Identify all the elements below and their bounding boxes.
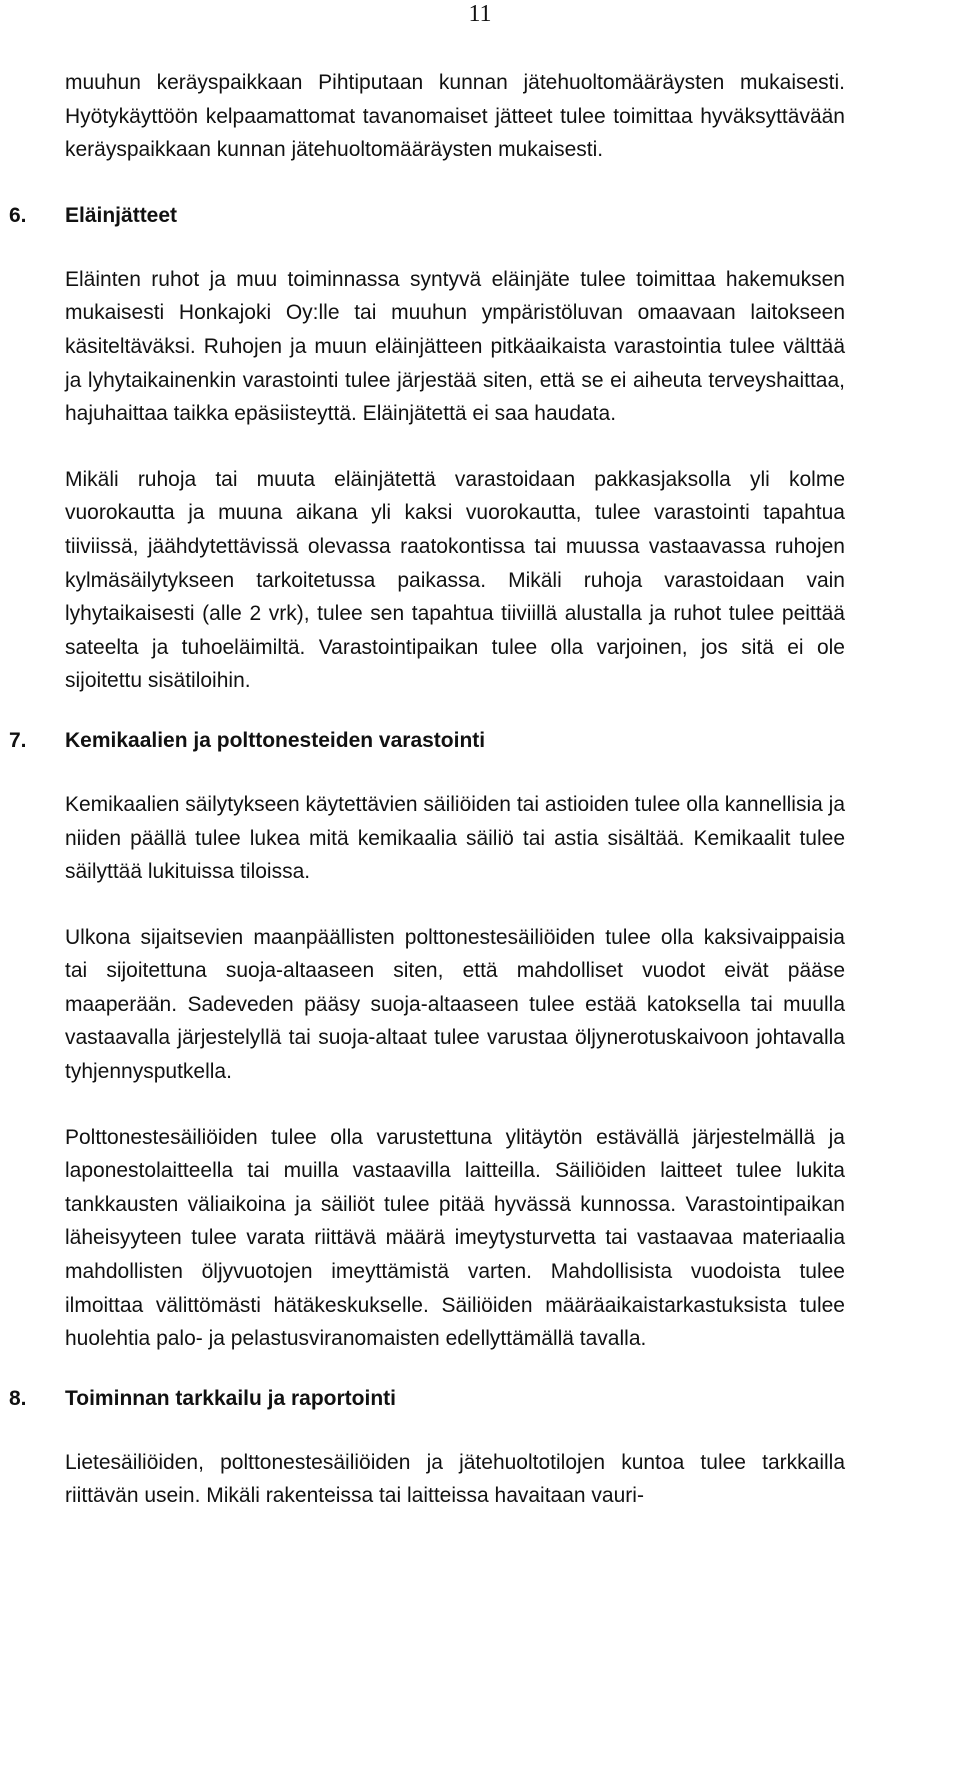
section-number: 8. [9, 1386, 27, 1410]
section-heading-7 [9, 724, 845, 758]
page-number: 11 [468, 1, 492, 27]
body-paragraph: Polttonestesäiliöiden tulee olla varustettuna ylitäytön estävällä järjestelmällä ja laponestolaitteella tai muilla vastaavilla laitteilla. Säiliöiden laitteet tulee lukita tankkausten väliaikoina ja säiliöt tulee pitää hyvässä kunnossa. Varastointipaikan läheisyyteen tulee varata riittävä määrä imeytysturvetta tai vastaavaa materiaalia mahdollisten öljyvuotojen imeyttämistä varten. Mahdollisista vuodoista tulee ilmoittaa välittömästi hätäkeskukselle. Säiliöiden määräaikaistarkastuksista tulee huolehtia palo- ja pelastusviranomaisten edellyttämällä tavalla. [65, 1125, 845, 1351]
body-paragraph: Lietesäiliöiden, polttonestesäiliöiden ja jätehuoltotilojen kuntoa tulee tarkkailla riittävän usein. Mikäli rakenteissa tai laitteissa havaitaan vauri- [65, 1450, 845, 1508]
body-paragraph: Eläinten ruhot ja muu toiminnassa syntyvä eläinjäte tulee toimittaa hakemuksen mukaisesti Honkajoki Oy:lle tai muuhun ympäristöluvan omaavaan laitokseen käsiteltäväksi. Ruhojen ja muun eläinjätteen pitkäaikaista varastointia tulee välttää ja lyhytaikainenkin varastointi tulee järjestää siten, että se ei aiheuta terveyshaittaa, hajuhaittaa taikka epäsiisteyttä. Eläinjätettä ei saa haudata. [65, 267, 845, 426]
document-body [9, 66, 845, 1513]
section-number: 7. [9, 728, 27, 752]
body-paragraph: Ulkona sijaitsevien maanpäällisten polttonestesäiliöiden tulee olla kaksivaippaisia tai sijoitettuna suoja-altaaseen siten, että mahdolliset vuodot eivät pääse maaperään. Sadeveden pääsy suoja-altaaseen tulee estää katoksella tai muulla vastaavalla järjestelyllä tai suoja-altaat tulee varustaa öljynerotuskaivoon johtavalla tyhjennysputkella. [65, 925, 845, 1084]
section-number: 6. [9, 203, 27, 227]
section-title: Eläinjätteet [65, 203, 178, 227]
section-title: Kemikaalien ja polttonesteiden varastointi [65, 728, 486, 752]
section-heading-6 [9, 199, 845, 233]
intro-paragraph: muuhun keräyspaikkaan Pihtiputaan kunnan jätehuoltomääräysten mukaisesti. Hyötykäyttöön kelpaamattomat tavanomaiset jätteet tulee toimittaa hyväksyttävään keräyspaikkaan kunnan jätehuoltomääräysten mukaisesti. [65, 71, 845, 162]
section-heading-8 [9, 1382, 845, 1416]
body-paragraph: Kemikaalien säilytykseen käytettävien säiliöiden tai astioiden tulee olla kannellisia ja niiden päällä tulee lukea mitä kemikaalia säiliö tai astia sisältää. Kemikaalit tulee säilyttää lukituissa tiloissa. [65, 792, 845, 884]
body-paragraph: Mikäli ruhoja tai muuta eläinjätettä varastoidaan pakkasjaksolla yli kolme vuorokautta ja muuna aikana yli kaksi vuorokautta, tulee varastointi tapahtua tiiviissä, jäähdytettävissä olevassa raatokontissa tai muussa vastaavassa ruhojen kylmäsäilytykseen tarkoitetussa paikassa. Mikäli ruhoja varastoidaan vain lyhytaikaisesti (alle 2 vrk), tulee sen tapahtua tiiviillä alustalla ja ruhot tulee peittää sateelta ja tuhoeläimiltä. Varastointipaikan tulee olla varjoinen, jos sitä ei ole sijoitettu sisätiloihin. [65, 467, 845, 693]
section-title: Toiminnan tarkkailu ja raportointi [65, 1386, 396, 1410]
